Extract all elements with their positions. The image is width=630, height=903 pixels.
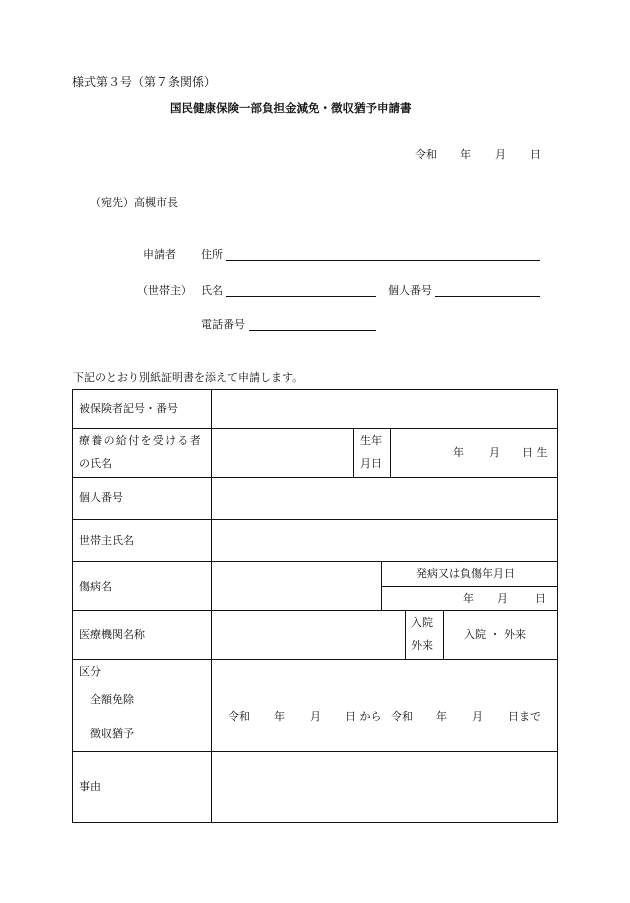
recipient-name-label-2: の氏名	[79, 457, 112, 470]
inpatient-label: 入院	[411, 616, 433, 629]
injury-name-label: 傷病名	[79, 580, 112, 593]
date-era: 令和	[415, 148, 437, 161]
deferral-option[interactable]: 徴収猶予	[90, 727, 134, 740]
individual-number-field[interactable]	[212, 478, 555, 519]
onset-day: 日	[535, 592, 546, 605]
column-divider	[381, 561, 382, 610]
applicant-role-label: 申請者	[143, 248, 176, 261]
column-divider	[390, 428, 391, 477]
period-from-era: 令和	[228, 710, 250, 723]
householder-name-label: 世帯主氏名	[79, 534, 134, 547]
address-field[interactable]	[226, 260, 540, 261]
addressee: （宛先）高槻市長	[90, 196, 178, 209]
period-to-year: 年	[436, 710, 447, 723]
birth-date-label-2: 月日	[360, 457, 382, 470]
insured-symbol-field[interactable]	[212, 390, 555, 428]
column-divider	[443, 610, 444, 659]
period-from-month: 月	[310, 710, 321, 723]
id-number-label: 個人番号	[388, 284, 432, 297]
address-label: 住所	[201, 248, 223, 261]
period-to-month: 月	[472, 710, 483, 723]
medical-institution-label: 医療機関名称	[79, 628, 145, 641]
name-label: 氏名	[201, 284, 223, 297]
date-month: 月	[495, 148, 506, 161]
onset-month: 月	[497, 592, 508, 605]
medical-institution-field[interactable]	[212, 611, 404, 659]
householder-name-field[interactable]	[212, 520, 555, 561]
date-day: 日	[530, 148, 541, 161]
birth-day: 日 生	[522, 446, 548, 459]
intro-text: 下記のとおり別紙証明書を添えて申請します。	[73, 371, 304, 384]
reason-field[interactable]	[212, 752, 555, 821]
onset-date-divider	[381, 586, 557, 587]
category-label: 区分	[79, 665, 101, 678]
injury-name-field[interactable]	[212, 562, 380, 610]
period-from-year: 年	[274, 710, 285, 723]
column-divider	[353, 428, 354, 477]
phone-label: 電話番号	[201, 318, 245, 331]
form-number: 様式第３号（第７条関係）	[72, 75, 217, 89]
period-to-day: 日まで	[508, 710, 541, 723]
name-field[interactable]	[226, 296, 376, 297]
column-divider	[405, 610, 406, 659]
recipient-name-field[interactable]	[212, 429, 352, 477]
birth-year: 年	[453, 446, 464, 459]
full-exemption-option[interactable]: 全額免除	[90, 693, 134, 706]
period-to-era: 令和	[391, 710, 413, 723]
period-from-day: 日 から	[345, 710, 382, 723]
onset-date-label: 発病又は負傷年月日	[416, 567, 515, 580]
id-number-field[interactable]	[435, 296, 540, 297]
reason-label: 事由	[79, 780, 101, 793]
birth-month: 月	[489, 446, 500, 459]
household-label: （世帯主）	[137, 284, 192, 297]
outpatient-label: 外来	[411, 639, 433, 652]
inpatient-outpatient-choice[interactable]: 入院 ・ 外来	[464, 628, 526, 641]
phone-field[interactable]	[249, 330, 376, 331]
insured-symbol-label: 被保険者記号・番号	[79, 402, 178, 415]
birth-date-label: 生年	[360, 434, 382, 447]
date-year: 年	[460, 148, 471, 161]
recipient-name-label: 療養の給付を受ける者	[79, 434, 202, 447]
onset-year: 年	[463, 592, 474, 605]
application-table	[72, 389, 557, 822]
individual-number-label: 個人番号	[79, 491, 123, 504]
row-divider	[72, 659, 557, 660]
page-title: 国民健康保険一部負担金減免・徴収猶予申請書	[170, 101, 412, 115]
